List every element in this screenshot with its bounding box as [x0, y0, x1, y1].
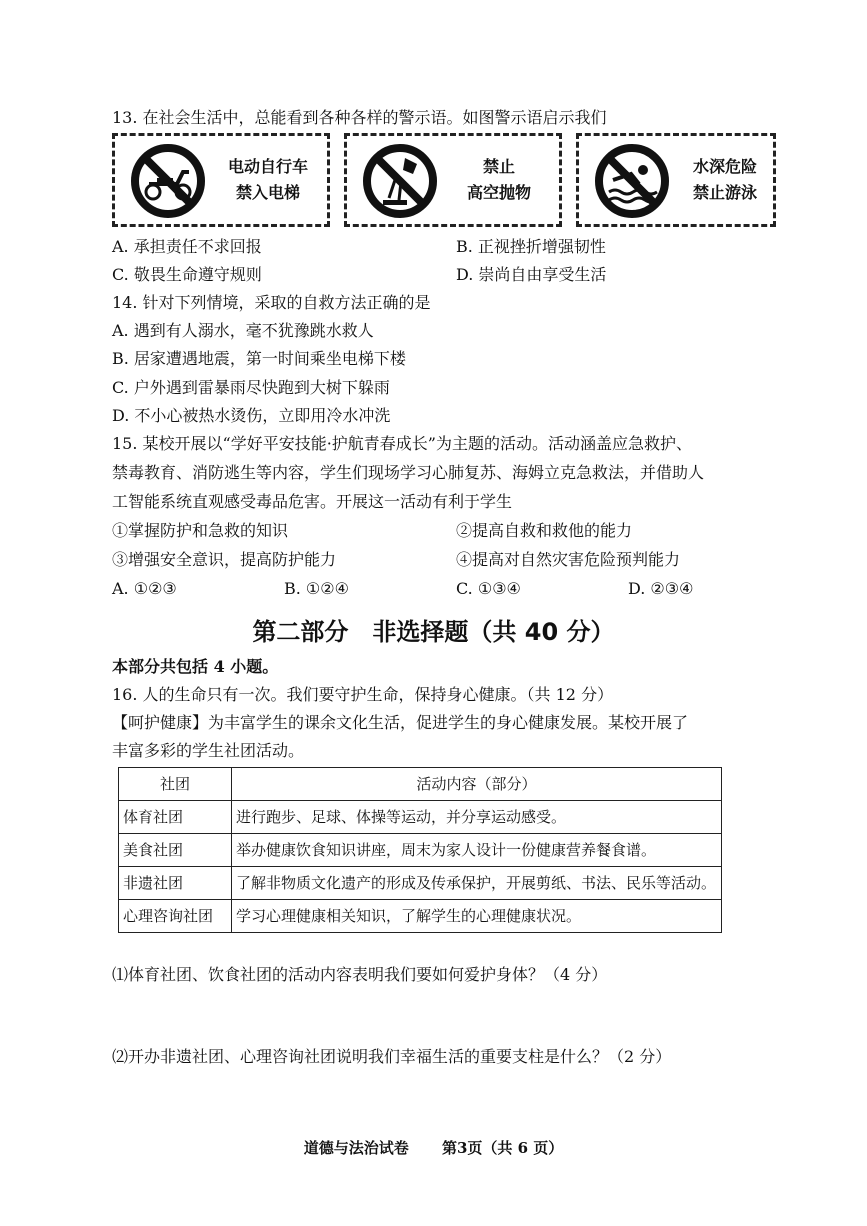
warning-sign-throwing — [344, 133, 562, 227]
q13-option-b: B. 正视挫折增强韧性 — [456, 237, 606, 256]
no-ebike-icon — [127, 144, 209, 218]
question-16-sub2: ⑵开办非遗社团、心理咨询社团说明我们幸福生活的重要支柱是什么？（2 分） — [112, 1047, 672, 1066]
footer-subject: 道德与法治试卷 — [303, 1139, 409, 1157]
table-header-content: 活动内容（部分） — [232, 768, 722, 801]
q14-option-d: D. 不小心被热水烫伤，立即用冷水冲洗 — [112, 406, 391, 425]
club-content: 学习心理健康相关知识，了解学生的心理健康状况。 — [232, 900, 722, 933]
table-header-club: 社团 — [119, 768, 232, 801]
warning-sign-ebike — [112, 133, 330, 227]
warning-signs — [112, 133, 777, 229]
question-16-sub1: ⑴体育社团、饮食社团的活动内容表明我们要如何爱护身体？（4 分） — [112, 965, 608, 984]
table-row — [119, 801, 722, 834]
q15-item-3: ③增强安全意识，提高防护能力 — [112, 550, 337, 569]
club-content: 了解非物质文化遗产的形成及传承保护，开展剪纸、书法、民乐等活动。 — [232, 867, 722, 900]
q13-option-d: D. 崇尚自由享受生活 — [456, 265, 607, 284]
sign-ebike-line1: 电动自行车 — [227, 157, 308, 176]
sign-throwing-line2: 高空抛物 — [466, 183, 531, 202]
q15-option-c: C. ①③④ — [456, 579, 521, 598]
q15-option-d: D. ②③④ — [628, 579, 694, 598]
q13-option-c: C. 敬畏生命遵守规则 — [112, 265, 262, 284]
q15-option-a: A. ①②③ — [112, 579, 177, 598]
part-2-title: 第二部分 非选择题（共 40 分） — [252, 618, 615, 646]
q15-item-1: ①掌握防护和急救的知识 — [112, 521, 289, 540]
question-13-stem: 13. 在社会生活中，总能看到各种各样的警示语。如图警示语启示我们 — [112, 108, 607, 127]
clubs-table — [118, 767, 722, 933]
q14-option-b: B. 居家遭遇地震，第一时间乘坐电梯下楼 — [112, 349, 406, 368]
q14-option-a: A. 遇到有人溺水，毫不犹豫跳水救人 — [112, 321, 374, 340]
part-2-note: 本部分共包括 4 小题。 — [112, 657, 279, 676]
sign-swimming-line1: 水深危险 — [692, 157, 757, 176]
question-15-stem-line1: 15. 某校开展以“学好平安技能·护航青春成长”为主题的活动。活动涵盖应急救护、 — [112, 434, 692, 453]
club-name: 心理咨询社团 — [119, 900, 232, 933]
sign-ebike-line2: 禁入电梯 — [235, 183, 300, 202]
q15-option-b: B. ①②④ — [284, 579, 349, 598]
question-16-intro-line2: 丰富多彩的学生社团活动。 — [112, 741, 305, 760]
club-name: 体育社团 — [119, 801, 232, 834]
no-swimming-icon — [591, 144, 673, 218]
table-header-row — [119, 768, 722, 801]
q14-option-c: C. 户外遇到雷暴雨尽快跑到大树下躲雨 — [112, 378, 390, 397]
question-15-stem-line2: 禁毒教育、消防逃生等内容，学生们现场学习心肺复苏、海姆立克急救法，并借助人 — [112, 463, 705, 482]
club-name: 美食社团 — [119, 834, 232, 867]
table-row — [119, 867, 722, 900]
club-content: 举办健康饮食知识讲座，周末为家人设计一份健康营养餐食谱。 — [232, 834, 722, 867]
club-content: 进行跑步、足球、体操等运动，并分享运动感受。 — [232, 801, 722, 834]
q15-item-4: ④提高对自然灾害危险预判能力 — [456, 550, 681, 569]
q13-option-a: A. 承担责任不求回报 — [112, 237, 262, 256]
q15-item-2: ②提高自救和救他的能力 — [456, 521, 633, 540]
no-throwing-icon — [359, 144, 441, 218]
question-14-stem: 14. 针对下列情境，采取的自救方法正确的是 — [112, 293, 431, 312]
club-name: 非遗社团 — [119, 867, 232, 900]
question-16-stem: 16. 人的生命只有一次。我们要守护生命，保持身心健康。（共 12 分） — [112, 685, 614, 704]
sign-throwing-line1: 禁止 — [482, 157, 515, 176]
table-row — [119, 900, 722, 933]
page-footer — [0, 1137, 867, 1158]
question-15-stem-line3: 工智能系统直观感受毒品危害。开展这一活动有利于学生 — [112, 492, 513, 511]
question-16-intro-line1: 【呵护健康】为丰富学生的课余文化生活，促进学生的身心健康发展。某校开展了 — [112, 713, 689, 732]
sign-swimming-line2: 禁止游泳 — [692, 183, 757, 202]
warning-sign-swimming — [576, 133, 776, 227]
table-row — [119, 834, 722, 867]
footer-page-number: 第3页（共 6 页） — [441, 1139, 564, 1157]
